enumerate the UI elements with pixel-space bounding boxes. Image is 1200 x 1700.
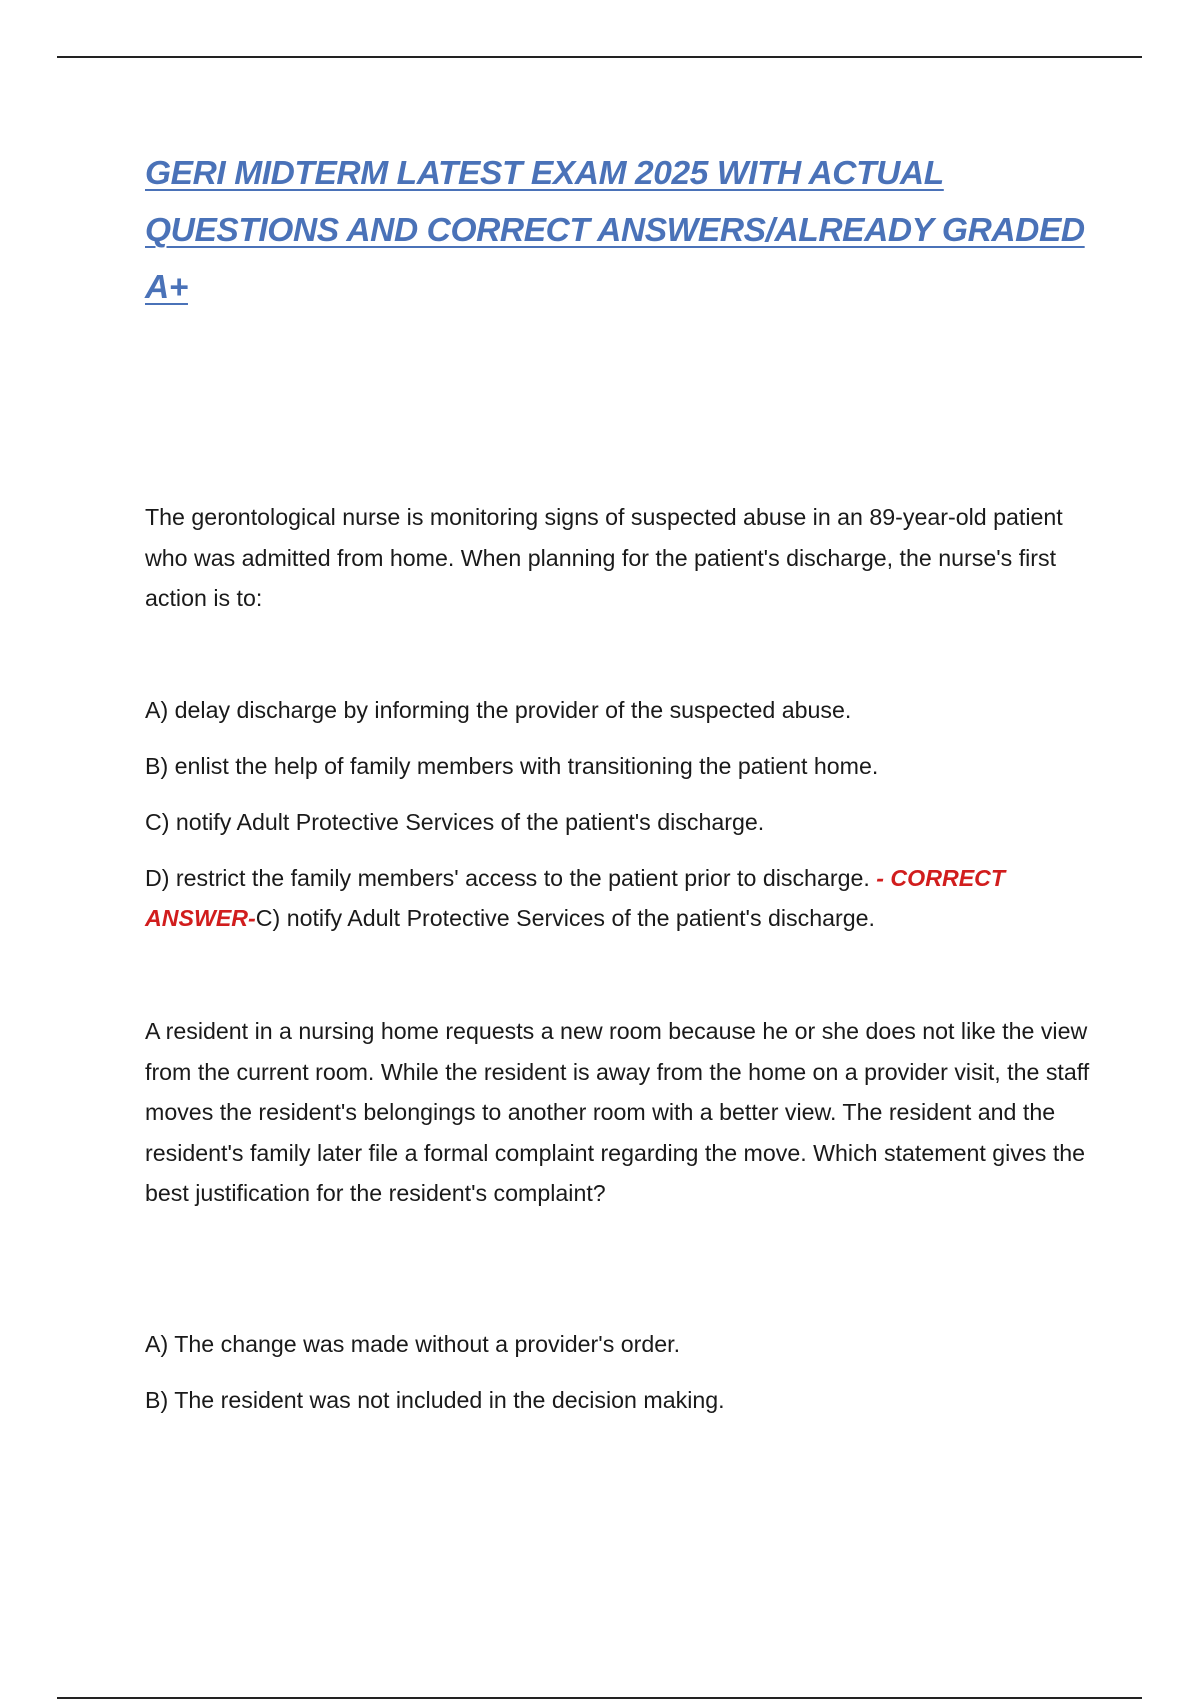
question-2-option-b: B) The resident was not included in the decision making.: [145, 1387, 725, 1413]
question-1-option-d: D) restrict the family members' access to the patient prior to discharge.: [145, 865, 870, 891]
question-1-option-a: A) delay discharge by informing the provider of the suspected abuse.: [145, 697, 852, 723]
header-rule: [57, 56, 1142, 58]
document-content: [145, 145, 1090, 1413]
correct-answer-text: C) notify Adult Protective Services of the patient's discharge.: [255, 905, 875, 931]
correct-answer-label: - CORRECT ANSWER-: [145, 865, 1006, 931]
question-1-stem: The gerontological nurse is monitoring signs of suspected abuse in an 89-year-old patient who was admitted from home. When planning for the patient's discharge, the nurse's first action is to:: [145, 504, 1063, 611]
question-2-stem: A resident in a nursing home requests a new room because he or she does not like the view from the current room. While the resident is away from the home on a provider visit, the staff moves the resident's belongings to another room with a better view. The resident and the resident's family later file a formal complaint regarding the move. Which statement gives the best justification for the resident's complaint?: [145, 1018, 1090, 1206]
document-title: [145, 145, 1090, 316]
question-1-option-c: C) notify Adult Protective Services of the patient's discharge.: [145, 809, 765, 835]
question-2-option-a: A) The change was made without a provider's order.: [145, 1331, 681, 1357]
document-title-text: GERI MIDTERM LATEST EXAM 2025 WITH ACTUAL QUESTIONS AND CORRECT ANSWERS/ALREADY GRADED A+: [145, 155, 1085, 306]
question-2-options: [145, 1324, 1090, 1420]
question-1-options: [145, 690, 1090, 938]
footer-rule: [57, 1697, 1142, 1699]
question-1-option-b: B) enlist the help of family members with transitioning the patient home.: [145, 753, 879, 779]
question-1-option-d-with-answer: [145, 858, 1090, 938]
